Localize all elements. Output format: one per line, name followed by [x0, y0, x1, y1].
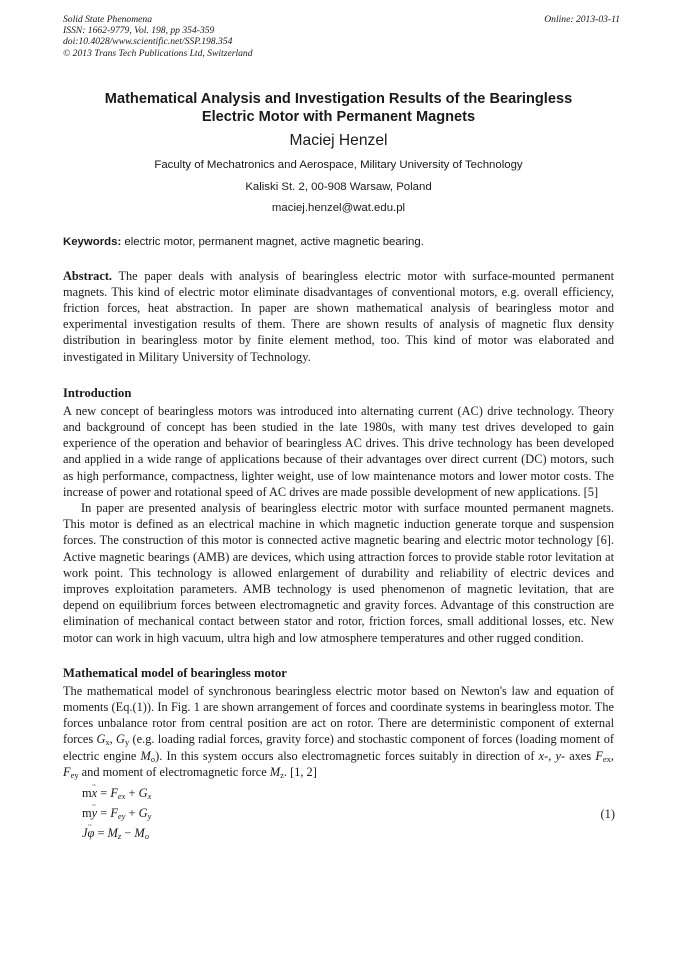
abstract-text: The paper deals with analysis of bearingless electric motor with surface-mounted permanent magnets. This kind of electric motor eliminate disadvantages of conventional motors, e.g. overall efficiency, friction forces, heat abstraction. In paper are shown mathematical analysis of bearingless motor and experimental investigation results of them. There are shown results of analysis of magnetic flux density distribution in bearingless motor by finite element method, too. This kind of motor was elaborated and investigated in Military University of Technology.: [63, 268, 614, 364]
title-line-1: Mathematical Analysis and Investigation Results of the Bearingless: [104, 91, 573, 107]
affiliation-faculty: Faculty of Mechatronics and Aerospace, Military University of Technology: [154, 159, 523, 171]
author-affiliation: [63, 155, 614, 220]
journal-name: Solid State Phenomena: [63, 14, 152, 25]
author-name: Maciej Henzel: [289, 132, 388, 149]
abstract: [63, 268, 614, 365]
journal-copyright: © 2013 Trans Tech Publications Ltd, Switzerland: [63, 47, 253, 59]
introduction-paragraph-2: In paper are presented analysis of bearingless electric motor with surface mounted permanent magnets. This motor is defined as an electrical machine in which magnetic induction generate torque and suspension forces. The construction of this motor is connected active magnetic bearing and electric motor technology [6]. Active magnetic bearings (AMB) are devices, which using attraction forces to provide stable rotor levitation at work point. This technology is allowed enlargement of durability and reliability of electric devices and improves exploitation parameters. AMB technology is used phenomenon of magnetic levitation, that are depend on equilibrium forces between electromagnetic and gravity forces. Advantage of this construction are elimination of mechanical contact between stator and rotor, friction forces, small additional losses, etc. New motor can work in high vacuum, ultra high and low atmosphere temperatures and other rugged condition.: [63, 500, 614, 645]
math-model-paragraph: The mathematical model of synchronous bearingless electric motor based on Newton's law and equation of moments (Eq.(1)). In Fig. 1 are shown arrangement of forces and coordinate systems in bearingless motor. The forces unbalance rotor from central position are act on rotor. There are deterministic component of external forces $G_x$, $G_y$ (e.g. loading radial forces, gravity force) and stochastic component of forces (loading moment of electric engine $M_o$). In this system occurs also electromagnetic forces suitably in direction of x-, y- axes $F_{ex}$, $F_{ey}$ and moment of electromagnetic force $M_z$. [1, 2]: [63, 683, 614, 780]
abstract-label: Abstract.: [63, 268, 113, 283]
keywords-label: Keywords:: [63, 235, 122, 248]
section-heading-introduction: Introduction: [63, 385, 132, 400]
equation-line-phi: J¨ $\varphi = M_z - M_o$: [82, 826, 149, 841]
paper-title: [63, 90, 614, 126]
equation-line-y: m¨ $y = F_{ey} + G_y$: [82, 806, 151, 821]
online-date: Online: 2013-03-11: [544, 14, 620, 25]
title-line-2: Electric Motor with Permanent Magnets: [201, 109, 476, 125]
journal-doi: doi:10.4028/www.scientific.net/SSP.198.354: [63, 36, 233, 48]
introduction-paragraph-1: A new concept of bearingless motors was introduced into alternating current (AC) drive technology. Theory and background of concept has been studied in the late 1980s, with many test drives developed to gain experience of the operation and behavior of bearingless AC drives. This drive technology has been developed and applied in a wide range of applications because of their advantages over direct current (DC) motors, such as high performance, compactness, lighter weight, use of low maintenance motors and lower motor costs. The increase of power and rotational speed of AC drives are made possible development of new applications. [5]: [63, 403, 614, 499]
equation-line-x: m¨ $x = F_{ex} + G_x$: [82, 786, 151, 801]
equation-1: [63, 786, 614, 848]
equation-number: (1): [600, 806, 615, 821]
affiliation-address: Kaliski St. 2, 00-908 Warsaw, Poland: [245, 180, 432, 193]
section-heading-math-model: Mathematical model of bearingless motor: [63, 665, 287, 680]
journal-header: [63, 14, 620, 70]
journal-issn: ISSN: 1662-9779, Vol. 198, pp 354-359: [63, 25, 215, 37]
keywords: [63, 235, 614, 249]
keywords-text: electric motor, permanent magnet, active magnetic bearing.: [121, 235, 424, 248]
author-email: maciej.henzel@wat.edu.pl: [271, 202, 406, 214]
